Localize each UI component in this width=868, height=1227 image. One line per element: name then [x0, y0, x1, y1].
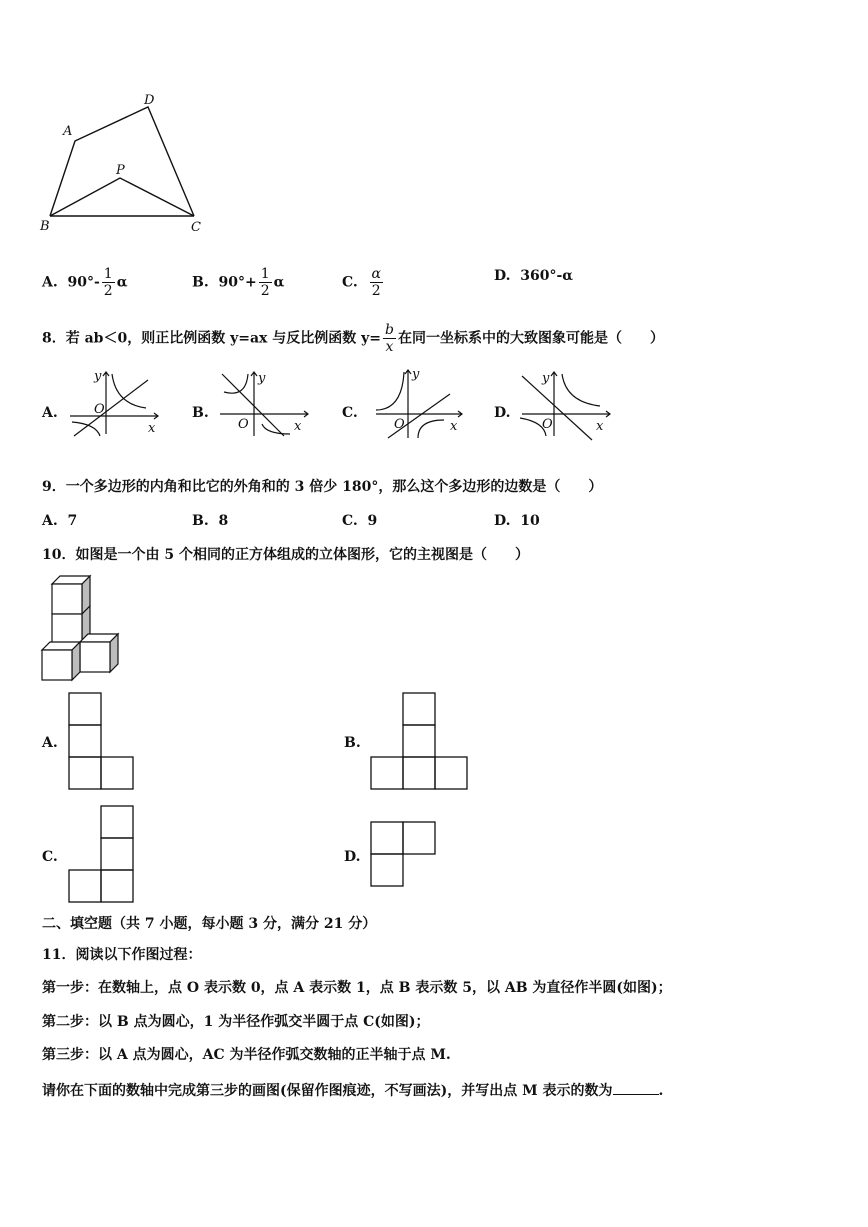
- option-letter: C.: [342, 513, 358, 529]
- q11-step3: 第三步：以 A 点为圆心，AC 为半径作弧交数轴的正半轴于点 M.: [42, 1047, 451, 1063]
- q9-stem: 9．一个多边形的内角和比它的外角和的 3 倍少 180°，那么这个多边形的边数是（ ）: [42, 479, 603, 495]
- q10-view-c[interactable]: [68, 805, 134, 903]
- q10-option-a[interactable]: A.: [42, 735, 58, 751]
- option-value: 10: [520, 513, 540, 529]
- point-label-P: P: [116, 163, 125, 178]
- option-suffix: α: [273, 274, 285, 291]
- x-axis-label: x: [148, 421, 156, 436]
- q8-option-c[interactable]: C.: [342, 405, 358, 421]
- option-letter: C.: [342, 274, 358, 291]
- fraction-denominator: 2: [260, 283, 270, 299]
- option-prefix: 90°-: [67, 274, 100, 291]
- point-label-C: C: [191, 220, 201, 235]
- fraction-numerator: 1: [260, 266, 270, 282]
- fraction-denominator: 2: [371, 283, 381, 299]
- q9-option-d[interactable]: [494, 511, 540, 531]
- option-text: 360°-α: [520, 268, 574, 284]
- option-letter: D.: [494, 513, 511, 529]
- fraction-denominator: 2: [103, 283, 113, 299]
- point-label-B: B: [40, 219, 50, 234]
- q9-option-b[interactable]: [192, 511, 228, 531]
- x-axis-label: x: [596, 419, 604, 434]
- q11-ask-end: .: [658, 1083, 664, 1099]
- q7-option-c[interactable]: [342, 266, 385, 299]
- option-suffix: α: [116, 274, 128, 291]
- section-heading: 二、填空题（共 7 小题，每小题 3 分，满分 21 分）: [42, 916, 377, 932]
- q8-option-b[interactable]: B.: [192, 405, 209, 421]
- option-value: 9: [367, 513, 378, 529]
- fraction: [102, 266, 115, 299]
- option-value: 8: [218, 513, 229, 529]
- y-axis-label: y: [94, 369, 102, 384]
- origin-label: O: [394, 417, 405, 432]
- q9-option-c[interactable]: [342, 511, 377, 531]
- q8-stem-pre: 8．若 ab＜0，则正比例函数 y=ax 与反比例函数 y=: [42, 330, 381, 347]
- option-letter: A.: [42, 513, 58, 529]
- x-axis-label: x: [450, 419, 458, 434]
- q8-stem: [42, 322, 664, 355]
- q11-stem: 11．阅读以下作图过程：: [42, 947, 202, 963]
- answer-blank[interactable]: [613, 1080, 659, 1095]
- segment-BPC: [50, 178, 194, 216]
- option-letter: B.: [192, 274, 209, 291]
- fraction-numerator: b: [385, 322, 394, 338]
- q11-step2: 第二步：以 B 点为圆心，1 为半径作弧交半圆于点 C(如图)；: [42, 1014, 430, 1030]
- q10-view-d[interactable]: [370, 821, 436, 887]
- q11-ask-text: 请你在下面的数轴中完成第三步的画图(保留作图痕迹，不写画法)，并写出点 M 表示的数为: [42, 1083, 613, 1099]
- origin-label: O: [238, 417, 249, 432]
- point-label-D: D: [144, 93, 155, 108]
- q10-cube-figure: [38, 572, 128, 684]
- q8-option-d[interactable]: D.: [494, 405, 511, 421]
- fraction: [370, 266, 383, 299]
- q7-option-b[interactable]: [192, 266, 284, 299]
- q8-option-a[interactable]: A.: [42, 405, 58, 421]
- q10-view-b[interactable]: [370, 692, 468, 790]
- fraction-numerator: α: [371, 266, 381, 282]
- q7-option-a[interactable]: [42, 266, 128, 299]
- q8-graph-d[interactable]: [516, 368, 616, 440]
- fraction-numerator: 1: [103, 266, 113, 282]
- x-axis-label: x: [294, 419, 302, 434]
- option-letter: D.: [494, 268, 511, 284]
- option-value: 7: [67, 513, 78, 529]
- origin-label: O: [94, 402, 105, 417]
- origin-label: O: [542, 417, 553, 432]
- q11-ask: [42, 1080, 663, 1101]
- q10-view-a[interactable]: [68, 692, 134, 790]
- q10-option-d[interactable]: D.: [344, 849, 361, 865]
- q10-stem: 10．如图是一个由 5 个相同的正方体组成的立体图形，它的主视图是（ ）: [42, 547, 529, 563]
- y-axis-label: y: [412, 367, 420, 382]
- q8-graph-a[interactable]: [64, 368, 164, 440]
- q8-graph-b[interactable]: [214, 368, 314, 440]
- y-axis-label: y: [542, 371, 550, 386]
- option-prefix: 90°+: [218, 274, 257, 291]
- q10-option-c[interactable]: C.: [42, 849, 58, 865]
- q9-option-a[interactable]: [42, 511, 77, 531]
- quadrilateral-figure: [0, 0, 868, 260]
- q7-option-d[interactable]: [494, 266, 573, 286]
- fraction-denominator: x: [385, 339, 394, 355]
- point-label-A: A: [63, 124, 73, 139]
- q8-graph-c[interactable]: [372, 366, 472, 442]
- y-axis-label: y: [258, 371, 266, 386]
- fraction-b-over-x: [383, 322, 396, 355]
- q11-step1: 第一步：在数轴上，点 O 表示数 0，点 A 表示数 1，点 B 表示数 5，以 AB 为直径作半圆(如图)；: [42, 980, 672, 996]
- option-letter: A.: [42, 274, 58, 291]
- fraction: [259, 266, 272, 299]
- q10-option-b[interactable]: B.: [344, 735, 361, 751]
- option-letter: B.: [192, 513, 209, 529]
- q8-stem-post: 在同一坐标系中的大致图象可能是（ ）: [397, 330, 664, 347]
